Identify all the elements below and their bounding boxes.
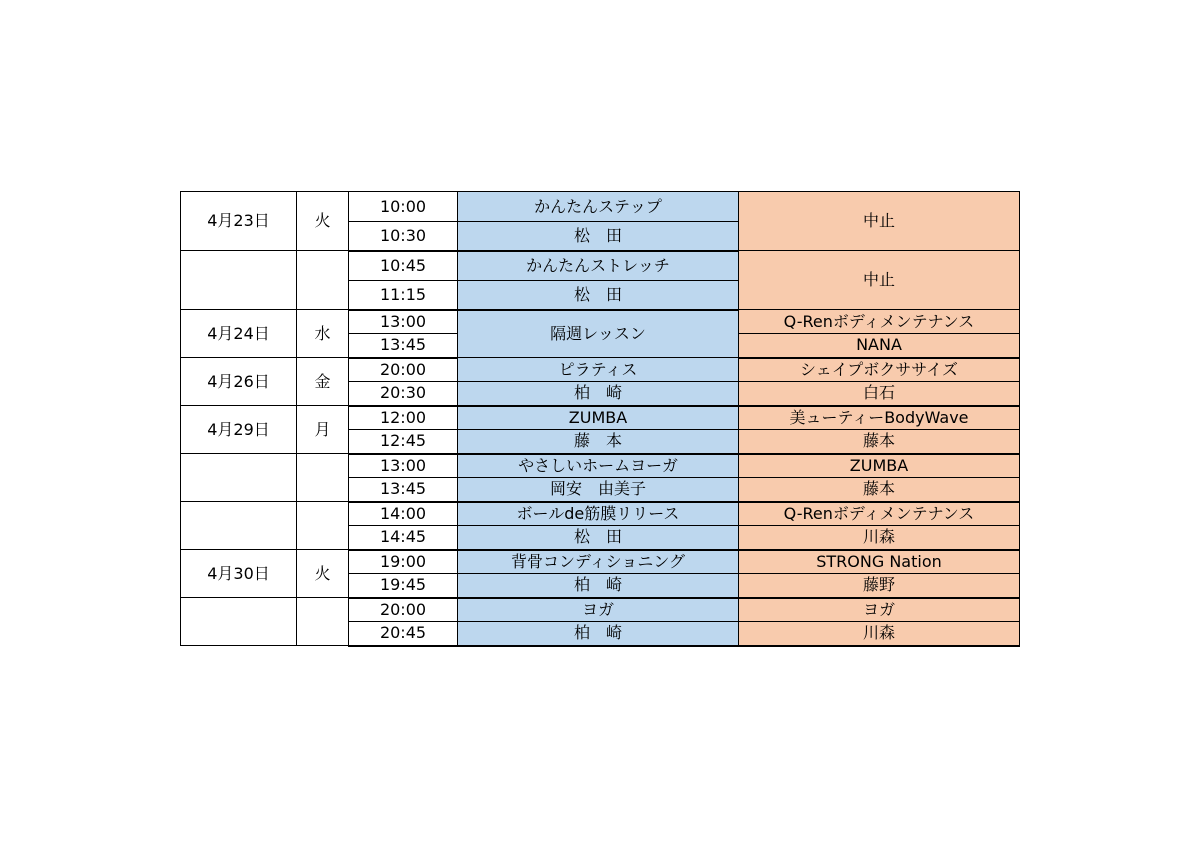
end-time-cell: 20:30 — [349, 382, 458, 406]
weekday-cell — [297, 454, 349, 502]
table-row — [181, 310, 1020, 334]
class-name-cell: ZUMBA — [458, 406, 739, 430]
table-row — [181, 358, 1020, 382]
class-name-cell: ピラティス — [458, 358, 739, 382]
alt-class-cell: 中止 — [739, 192, 1020, 251]
alt-class-cell: 美ューティーBodyWave — [739, 406, 1020, 430]
instructor-cell: 柏 崎 — [458, 574, 739, 598]
end-time-cell: 13:45 — [349, 478, 458, 502]
weekday-cell: 火 — [297, 550, 349, 598]
table-row — [181, 406, 1020, 430]
start-time-cell: 13:00 — [349, 310, 458, 334]
end-time-cell: 13:45 — [349, 334, 458, 358]
class-name-cell: かんたんストレッチ — [458, 251, 739, 281]
end-time-cell: 11:15 — [349, 281, 458, 310]
table-row — [181, 192, 1020, 222]
alt-instructor-cell: 藤本 — [739, 478, 1020, 502]
start-time-cell: 20:00 — [349, 358, 458, 382]
weekday-cell: 火 — [297, 192, 349, 251]
end-time-cell: 12:45 — [349, 430, 458, 454]
end-time-cell: 14:45 — [349, 526, 458, 550]
alt-instructor-cell: 藤本 — [739, 430, 1020, 454]
alt-class-cell: 中止 — [739, 251, 1020, 310]
date-cell: 4月26日 — [181, 358, 297, 406]
start-time-cell: 10:00 — [349, 192, 458, 222]
end-time-cell: 10:30 — [349, 222, 458, 251]
instructor-cell: 松 田 — [458, 222, 739, 251]
end-time-cell: 19:45 — [349, 574, 458, 598]
date-cell — [181, 454, 297, 502]
table-row — [181, 502, 1020, 526]
table-row — [181, 251, 1020, 281]
date-cell — [181, 251, 297, 310]
alt-instructor-cell: 白石 — [739, 382, 1020, 406]
start-time-cell: 14:00 — [349, 502, 458, 526]
alt-class-cell: ヨガ — [739, 598, 1020, 622]
start-time-cell: 12:00 — [349, 406, 458, 430]
class-name-cell: 隔週レッスン — [458, 310, 739, 358]
alt-class-cell: シェイプボクササイズ — [739, 358, 1020, 382]
date-cell: 4月29日 — [181, 406, 297, 454]
instructor-cell: 松 田 — [458, 526, 739, 550]
date-cell — [181, 598, 297, 646]
alt-instructor-cell: 川森 — [739, 622, 1020, 646]
instructor-cell: 柏 崎 — [458, 622, 739, 646]
class-name-cell: かんたんステップ — [458, 192, 739, 222]
start-time-cell: 13:00 — [349, 454, 458, 478]
table-row — [181, 550, 1020, 574]
weekday-cell — [297, 251, 349, 310]
class-name-cell: ボールde筋膜リリース — [458, 502, 739, 526]
date-cell: 4月23日 — [181, 192, 297, 251]
alt-instructor-cell: NANA — [739, 334, 1020, 358]
start-time-cell: 20:00 — [349, 598, 458, 622]
alt-class-cell: Q-Renボディメンテナンス — [739, 502, 1020, 526]
date-cell: 4月24日 — [181, 310, 297, 358]
start-time-cell: 10:45 — [349, 251, 458, 281]
alt-instructor-cell: 川森 — [739, 526, 1020, 550]
instructor-cell: 藤 本 — [458, 430, 739, 454]
class-name-cell: 背骨コンディショニング — [458, 550, 739, 574]
alt-class-cell: STRONG Nation — [739, 550, 1020, 574]
class-name-cell: やさしいホームヨーガ — [458, 454, 739, 478]
end-time-cell: 20:45 — [349, 622, 458, 646]
instructor-cell: 岡安 由美子 — [458, 478, 739, 502]
alt-instructor-cell: 藤野 — [739, 574, 1020, 598]
alt-class-cell: ZUMBA — [739, 454, 1020, 478]
date-cell: 4月30日 — [181, 550, 297, 598]
weekday-cell: 月 — [297, 406, 349, 454]
table-row — [181, 454, 1020, 478]
instructor-cell: 松 田 — [458, 281, 739, 310]
alt-class-cell: Q-Renボディメンテナンス — [739, 310, 1020, 334]
weekday-cell: 金 — [297, 358, 349, 406]
weekday-cell: 水 — [297, 310, 349, 358]
class-name-cell: ヨガ — [458, 598, 739, 622]
weekday-cell — [297, 598, 349, 646]
instructor-cell: 柏 崎 — [458, 382, 739, 406]
start-time-cell: 19:00 — [349, 550, 458, 574]
date-cell — [181, 502, 297, 550]
schedule-table — [180, 191, 1020, 647]
weekday-cell — [297, 502, 349, 550]
table-row — [181, 598, 1020, 622]
